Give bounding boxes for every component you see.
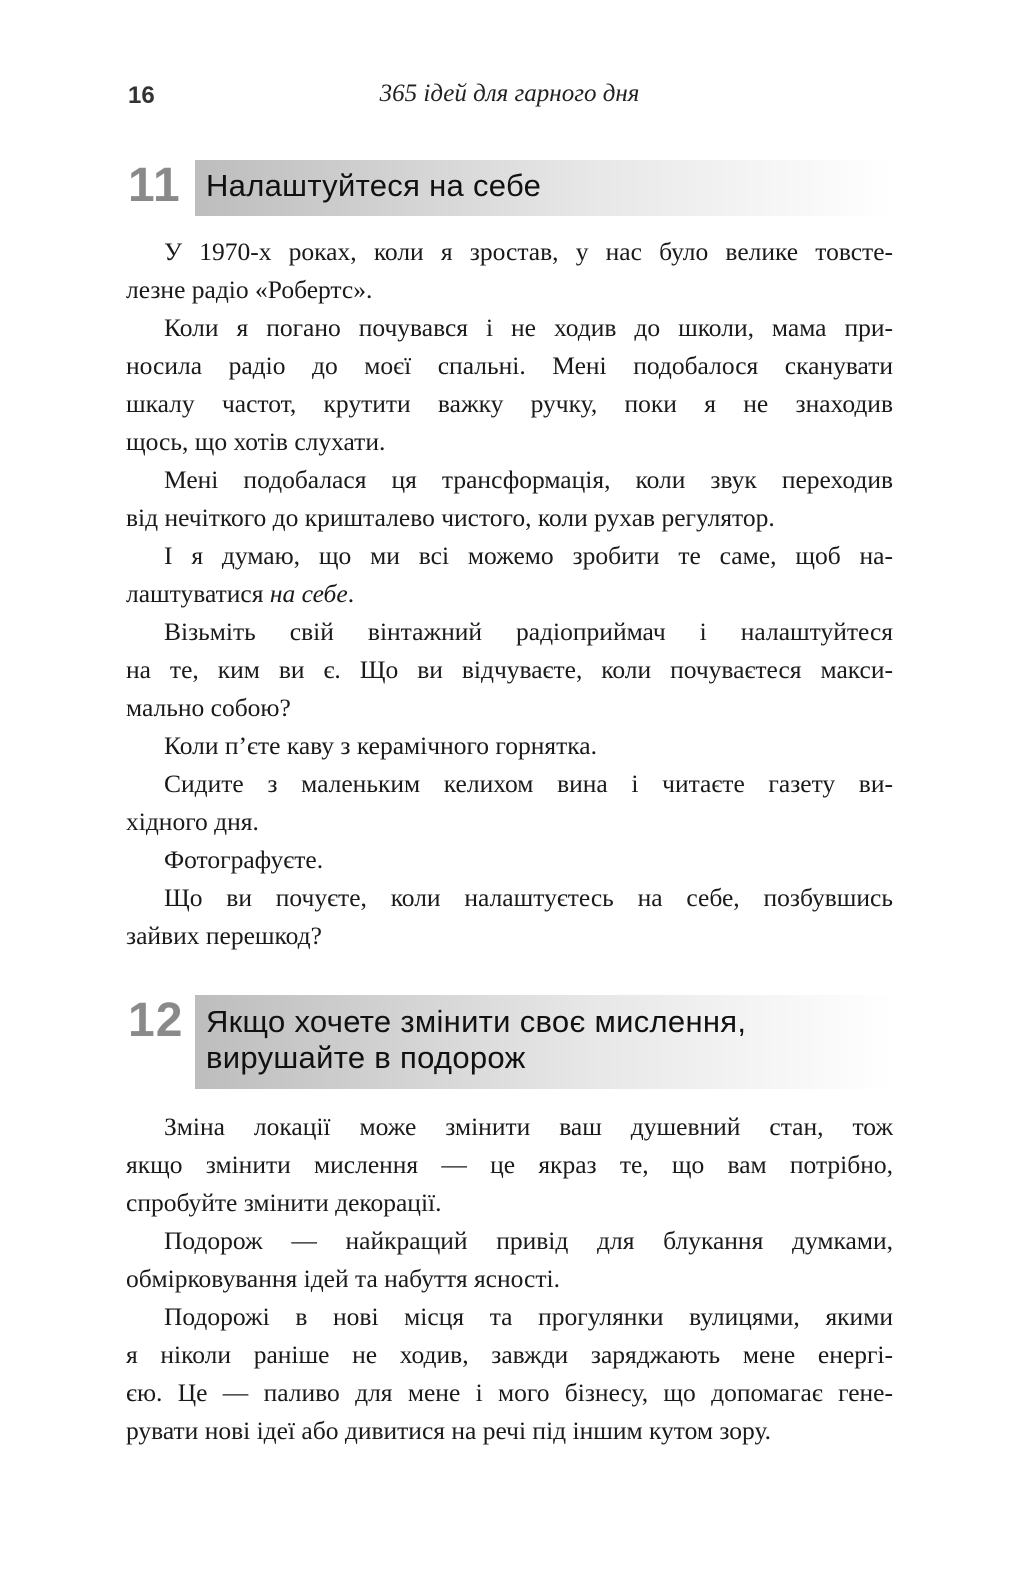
paragraph [126, 727, 893, 765]
text-line: Зміна локації може змінити ваш душевний стан, тож [164, 1112, 893, 1141]
text-line: Сидите з маленьким келихом вина і читаєте газету ви- [164, 769, 893, 798]
text-line: спробуйте змінити декорації. [126, 1188, 442, 1217]
section-body-11 [126, 233, 893, 955]
paragraph [126, 613, 893, 727]
section-heading-12 [126, 995, 893, 1089]
paragraph [126, 309, 893, 461]
text-line: щось, що хотів слухати. [126, 427, 386, 456]
text-line: мально собою? [126, 693, 291, 722]
text-line: обмірковування ідей та набуття ясності. [126, 1264, 560, 1293]
section-title-line: Налаштуйтеся на себе [206, 168, 542, 203]
text-line: лезне радіо «Робертс». [126, 275, 373, 304]
text-line: Візьміть свій вінтажний радіоприймач і налаштуйтеся [164, 617, 893, 646]
text-line: Подорожі в нові місця та прогулянки вулицями, якими [164, 1302, 893, 1331]
text-line: єю. Це — паливо для мене і мого бізнесу, що допомагає гене- [126, 1378, 893, 1407]
text-line: шкалу частот, крутити важку ручку, поки я не знаходив [126, 389, 893, 418]
text-line: Що ви почуєте, коли налаштуєтесь на себе, позбувшись [164, 883, 893, 912]
text-line: рувати нові ідеї або дивитися на речі під іншим кутом зору. [126, 1416, 772, 1445]
section-body-12 [126, 1108, 893, 1450]
text-line: якщо змінити мислення — це якраз те, що вам потрібно, [126, 1150, 893, 1179]
text-line: я ніколи раніше не ходив, завжди заряджають мене енергі- [126, 1340, 893, 1369]
text-line: Фотографуєте. [164, 845, 324, 874]
text-line: хідного дня. [126, 807, 259, 836]
text-line: У 1970-х роках, коли я зростав, у нас було велике товсте- [164, 237, 893, 266]
text-segment: . [347, 579, 355, 608]
text-line: носила радіо до моєї спальні. Мені подобалося сканувати [126, 351, 893, 380]
text-line: зайвих перешкод? [126, 921, 322, 950]
running-header [126, 80, 893, 116]
section-number: 12 [128, 994, 184, 1047]
paragraph [126, 537, 893, 613]
section-title [206, 1004, 746, 1076]
text-segment: лаштуватися [126, 579, 270, 608]
section-title [206, 168, 541, 204]
text-line [126, 575, 893, 613]
section-title-line: вирушайте в подорож [206, 1040, 526, 1075]
section-title-line: Якщо хочете змінити своє мислення, [206, 1004, 747, 1039]
section-number: 11 [128, 159, 181, 212]
text-line: Коли я погано почувався і не ходив до школи, мама при- [164, 313, 893, 342]
paragraph [126, 1222, 893, 1298]
paragraph [126, 765, 893, 841]
text-line: Подорож — найкращий привід для блукання думками, [164, 1226, 893, 1255]
page-number: 16 [128, 82, 155, 109]
section-heading-11 [126, 160, 893, 216]
text-line: на те, ким ви є. Що ви відчуваєте, коли почуваєтеся макси- [126, 655, 893, 684]
text-line: Мені подобалася ця трансформація, коли звук переходив [164, 465, 893, 494]
paragraph [126, 1298, 893, 1450]
paragraph [126, 879, 893, 955]
paragraph [126, 233, 893, 309]
book-title: 365 ідей для гарного дня [379, 80, 640, 107]
paragraph [126, 841, 893, 879]
text-line: Коли п’єте каву з керамічного горнятка. [164, 731, 597, 760]
text-line: від нечіткого до кришталево чистого, коли рухав регулятор. [126, 503, 775, 532]
text-line: І я думаю, що ми всі можемо зробити те саме, щоб на- [164, 541, 893, 570]
paragraph [126, 461, 893, 537]
paragraph [126, 1108, 893, 1222]
italic-text: на себе [269, 579, 348, 608]
